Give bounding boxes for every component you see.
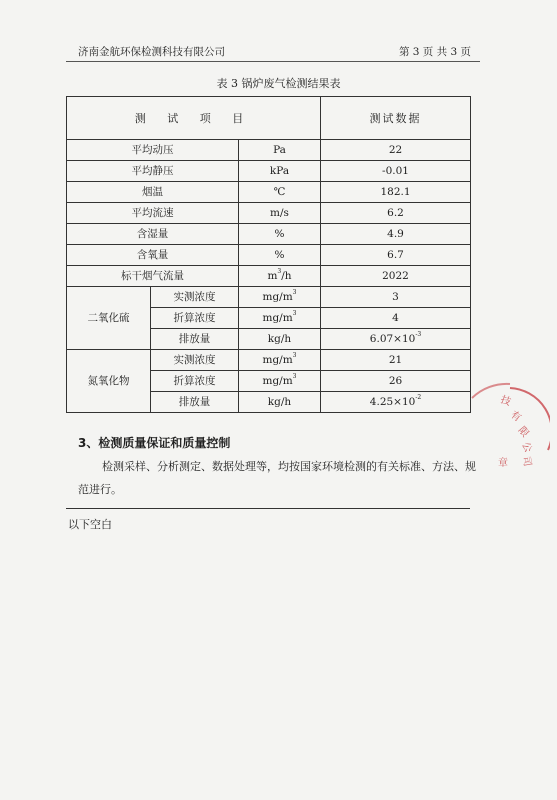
header-test-item: 测 试 项 目 [67,97,321,140]
table-row [67,161,471,182]
header-rule [66,61,480,62]
sub-item-cell: 折算浓度 [151,308,239,329]
section-body: 检测采样、分析测定、数据处理等，均按国家环境检测的有关标准、方法、规范进行。 [78,460,476,496]
value-exponent: -2 [415,393,422,401]
value-cell: 26 [321,371,471,392]
unit-superscript: 3 [292,309,297,317]
unit-tail: /h [281,269,292,282]
table-row [67,287,471,308]
group-name-cell: 二氧化硫 [67,287,151,350]
svg-text:限: 限 [515,424,531,440]
unit-cell: kg/h [239,329,321,350]
value-cell: 6.7 [321,245,471,266]
svg-text:公: 公 [519,440,534,455]
sub-item-cell: 折算浓度 [151,371,239,392]
unit-cell: % [239,245,321,266]
table-header-row [67,97,471,140]
end-rule [66,508,470,509]
company-header: 济南金航环保检测科技有限公司 [78,46,225,58]
value-cell [321,329,471,350]
unit-cell: m/s [239,203,321,224]
value-cell: 4.9 [321,224,471,245]
svg-text:司: 司 [520,455,533,468]
sub-item-cell: 实测浓度 [151,287,239,308]
value-cell: 182.1 [321,182,471,203]
unit-superscript: 3 [292,288,297,296]
sub-item-cell: 实测浓度 [151,350,239,371]
page-number: 第 3 页 共 3 页 [398,46,471,58]
table-row [67,350,471,371]
seal-lettering [498,393,534,469]
unit-base: mg/m [262,353,293,366]
unit-cell: % [239,224,321,245]
unit-cell [239,371,321,392]
value-base: 4.25×10 [369,395,416,408]
unit-base: mg/m [262,311,293,324]
table-row [67,245,471,266]
item-cell: 平均流速 [67,203,239,224]
unit-cell: kg/h [239,392,321,413]
svg-text:章: 章 [498,458,508,469]
value-cell: 21 [321,350,471,371]
unit-base: mg/m [262,290,293,303]
unit-superscript: 3 [292,351,297,359]
unit-superscript: 3 [292,372,297,380]
table-row [67,266,471,287]
value-exponent: -3 [415,330,422,338]
value-cell: 2022 [321,266,471,287]
unit-cell: ℃ [239,182,321,203]
value-cell [321,392,471,413]
value-cell: 6.2 [321,203,471,224]
table-row [67,224,471,245]
unit-cell [239,287,321,308]
table-row [67,203,471,224]
svg-text:有: 有 [508,409,523,425]
sub-item-cell: 排放量 [151,329,239,350]
svg-text:技: 技 [498,394,513,409]
blank-below-note: 以下空白 [68,518,112,531]
item-cell: 标干烟气流量 [67,266,239,287]
table-caption: 表 3 锅炉废气检测结果表 [216,77,341,90]
unit-base: mg/m [262,374,293,387]
unit-cell [239,308,321,329]
unit-superscript: 3 [277,267,282,275]
item-cell: 平均静压 [67,161,239,182]
item-cell: 烟温 [67,182,239,203]
item-cell: 含氧量 [67,245,239,266]
table-row [67,182,471,203]
section-title: 3、检测质量保证和质量控制 [78,436,231,450]
table-row [67,140,471,161]
unit-base: m [267,269,278,282]
sub-item-cell: 排放量 [151,392,239,413]
value-base: 6.07×10 [369,332,416,345]
item-cell: 含湿量 [67,224,239,245]
results-table [66,96,471,413]
value-cell: 3 [321,287,471,308]
company-seal-stamp [470,380,550,470]
unit-cell: Pa [239,140,321,161]
value-cell: 4 [321,308,471,329]
group-name-cell: 氮氧化物 [67,350,151,413]
item-cell: 平均动压 [67,140,239,161]
unit-cell [239,350,321,371]
unit-cell [239,266,321,287]
value-cell: 22 [321,140,471,161]
header-test-data: 测试数据 [321,97,471,140]
unit-cell: kPa [239,161,321,182]
value-cell: -0.01 [321,161,471,182]
